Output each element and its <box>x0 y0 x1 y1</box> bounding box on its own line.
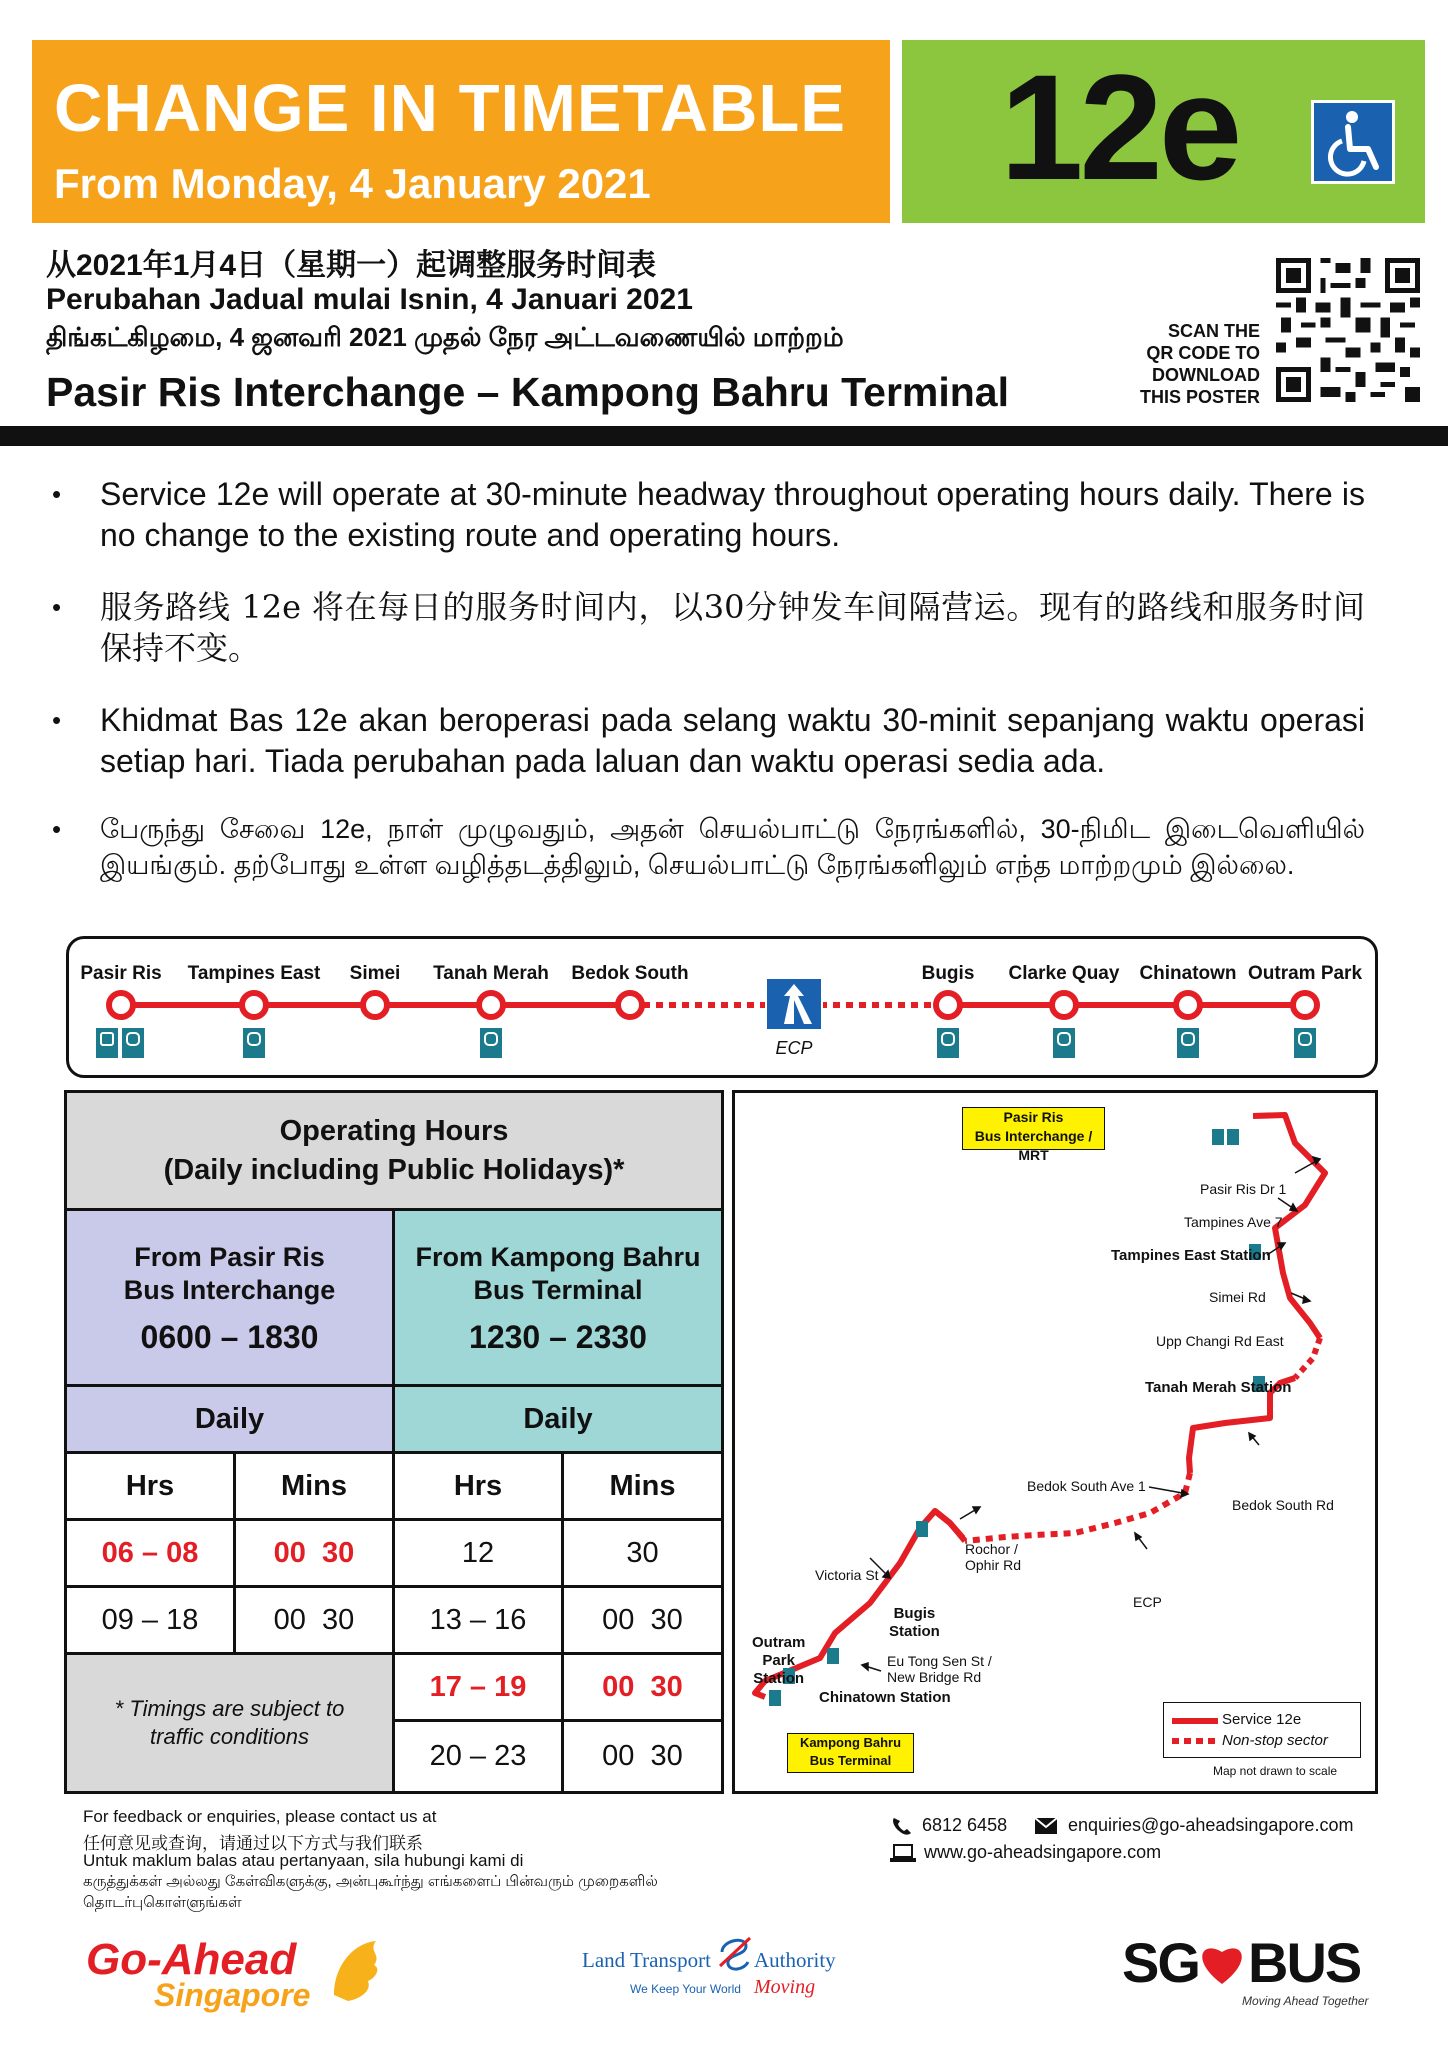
map-road-label: Bedok South Ave 1 <box>1027 1478 1146 1494</box>
map-road-label-line: Eu Tong Sen St / <box>887 1653 992 1669</box>
map-legend <box>1163 1702 1361 1758</box>
direction-1-from: Bus Interchange <box>123 1275 336 1305</box>
dir1-row-hrs: 09 – 18 <box>64 1585 236 1655</box>
phone-icon <box>890 1815 914 1837</box>
bullet-malay: Khidmat Bas 12e akan beroperasi pada selang waktu 30-minit sepanjang waktu operasi setiap hari. Tiada perubahan pada laluan dan waktu operasi sedia ada. <box>100 702 1365 779</box>
col-hrs: Hrs <box>392 1451 564 1521</box>
strip-stop-tampines-east: Tampines East <box>187 963 321 984</box>
col-mins: Mins <box>561 1451 724 1521</box>
map-road-label: Upp Changi Rd East <box>1156 1333 1284 1349</box>
dir2-row-mins: 30 <box>561 1518 724 1588</box>
page-title: CHANGE IN TIMETABLE <box>54 71 846 146</box>
feedback-chinese: 任何意见或查询，请通过以下方式与我们联系 <box>83 1834 423 1853</box>
bullet-english: Service 12e will operate at 30-minute headway throughout operating hours daily. There is no change to the existing route and operating hours. <box>100 476 1365 553</box>
map-station-label-line: Outram <box>752 1634 806 1651</box>
strip-ecp-label: ECP <box>775 1038 813 1058</box>
map-station-label-line: Park <box>762 1652 795 1669</box>
route-map-lines <box>735 1093 1375 1791</box>
dir2-row-hrs: 12 <box>392 1518 564 1588</box>
timing-note-line: traffic conditions <box>150 1724 309 1749</box>
dir2-row-hrs: 20 – 23 <box>392 1719 564 1794</box>
strip-stop-tanah-merah: Tanah Merah <box>433 963 549 984</box>
legend-nonstop: Non-stop sector <box>1222 1732 1328 1749</box>
lta-swoosh-icon <box>718 1932 752 1972</box>
title-tamil: திங்கட்கிழமை, 4 ஜனவரி 2021 முதல் நேர அட்டவணையில் மாற்றம் <box>46 322 844 352</box>
dir2-row-mins: 00 30 <box>561 1719 724 1794</box>
direction-2-from: From Kampong Bahru <box>415 1242 701 1272</box>
direction-2-hours: 1230 – 2330 <box>469 1319 647 1355</box>
feedback-malay: Untuk maklum balas atau pertanyaan, sila hubungi kami di <box>83 1851 524 1870</box>
feedback-tamil: கருத்துக்கள் அல்லது கேள்விகளுக்கு, அன்புகூர்ந்து எங்களைப் பின்வரும் முறைகளில் <box>83 1873 658 1890</box>
logo-text: We Keep Your World <box>630 1982 741 1996</box>
col-mins: Mins <box>233 1451 395 1521</box>
map-road-label-line: New Bridge Rd <box>887 1669 982 1685</box>
mrt-icon <box>243 1028 265 1058</box>
dir2-row-hrs: 13 – 16 <box>392 1585 564 1655</box>
contact-website[interactable]: www.go-aheadsingapore.com <box>924 1842 1162 1862</box>
map-station-label <box>889 1605 940 1641</box>
feedback-english: For feedback or enquiries, please contact us at <box>83 1807 437 1826</box>
map-station-label-line: Station <box>753 1670 805 1687</box>
service-number: 12e <box>1000 43 1239 211</box>
dir1-row-hrs: 06 – 08 <box>64 1518 236 1588</box>
contact-email[interactable]: enquiries@go-aheadsingapore.com <box>1068 1815 1354 1835</box>
qr-label-line: QR CODE TO <box>1146 343 1260 363</box>
route-title: Pasir Ris Interchange – Kampong Bahru Terminal <box>46 369 1009 415</box>
strip-stop-simei: Simei <box>349 963 401 984</box>
email-icon <box>1034 1817 1058 1835</box>
dir2-row-mins: 00 30 <box>561 1652 724 1722</box>
bullet-chinese: 服务路线 12e 将在每日的服务时间内，以30分钟发车间隔营运。现有的路线和服务时间保持不变。 <box>100 588 1365 667</box>
map-road-label: Simei Rd <box>1209 1289 1266 1305</box>
timetable-title <box>64 1090 724 1211</box>
strip-stop-clarke-quay: Clarke Quay <box>1008 963 1120 984</box>
map-road-label-line: Rochor / <box>965 1541 1018 1557</box>
route-map <box>732 1090 1378 1794</box>
map-road-label: Tampines Ave 7 <box>1184 1214 1283 1230</box>
direction-2-header <box>392 1208 724 1387</box>
col-hrs: Hrs <box>64 1451 236 1521</box>
dir1-row-mins: 00 30 <box>233 1585 395 1655</box>
logo-text: Authority <box>754 1948 836 1972</box>
map-station-label-line: Bugis <box>893 1605 936 1622</box>
timing-note <box>64 1652 395 1794</box>
legend-service: Service 12e <box>1222 1711 1302 1728</box>
map-station-label: Chinatown Station <box>819 1689 951 1706</box>
strip-stop-pasir-ris: Pasir Ris <box>80 963 162 984</box>
mrt-icon <box>1177 1028 1199 1058</box>
map-road-label-line: Ophir Rd <box>965 1557 1022 1573</box>
title-malay: Perubahan Jadual mulai Isnin, 4 Januari 2021 <box>46 283 693 316</box>
strip-stop-chinatown: Chinatown <box>1139 963 1237 984</box>
laptop-icon <box>890 1844 916 1864</box>
qr-label-line: THIS POSTER <box>1139 387 1260 407</box>
direction-1-daily: Daily <box>64 1384 395 1454</box>
map-road-label: Victoria St <box>815 1567 879 1583</box>
map-station-label: Tanah Merah Station <box>1145 1379 1292 1396</box>
bullet-dot: • <box>52 479 62 509</box>
bullet-dot: • <box>52 705 62 735</box>
direction-1-hours: 0600 – 1830 <box>140 1319 319 1355</box>
map-terminal-end-line: Kampong Bahru <box>799 1735 902 1750</box>
lta-logo <box>578 1930 848 2010</box>
direction-2-from: Bus Terminal <box>473 1275 643 1305</box>
logo-text: Moving Ahead Together <box>1242 1994 1369 2008</box>
effective-date: From Monday, 4 January 2021 <box>54 160 651 207</box>
qr-label-line: SCAN THE <box>1167 321 1260 341</box>
direction-1-header <box>64 1208 395 1387</box>
go-ahead-logo <box>86 1935 386 2020</box>
logo-text: Moving <box>754 1976 816 1998</box>
direction-2-daily: Daily <box>392 1384 724 1454</box>
lion-icon <box>324 1935 386 2007</box>
map-terminal-start-line: Pasir Ris <box>1003 1109 1064 1125</box>
logo-text: Go-Ahead <box>86 1935 297 1984</box>
legend-swatches <box>1170 1711 1220 1751</box>
title-chinese: 从2021年1月4日（星期一）起调整服务时间表 <box>46 249 657 282</box>
bullet-tamil: பேருந்து சேவை 12e, நாள் முழுவதும், அதன் செயல்பாட்டு நேரங்களில், 30-நிமிட இடைவெளியில் இயங்கும். தற்போது உள்ள வழித்தடத்திலும், செயல்பாட்டு நேரங்களிலும் எந்த மாற்றமும் இல்லை. <box>100 814 1365 880</box>
logo-text: Singapore <box>154 1977 311 2013</box>
strip-stop-outram-park: Outram Park <box>1247 963 1363 984</box>
logo-text: SG <box>1122 1931 1199 1994</box>
timetable-title-line: Operating Hours <box>279 1114 509 1147</box>
timetable-title-line: (Daily including Public Holidays)* <box>163 1153 625 1186</box>
map-road-label: ECP <box>1133 1594 1162 1610</box>
map-scale-note: Map not drawn to scale <box>1213 1764 1338 1778</box>
timetable <box>64 1090 724 1794</box>
feedback-tamil: தொடர்புகொள்ளுங்கள் <box>83 1894 242 1911</box>
map-station-label <box>752 1634 805 1688</box>
map-road-label: Pasir Ris Dr 1 <box>1200 1181 1287 1197</box>
map-station-label-line: Station <box>889 1623 940 1640</box>
dir2-row-hrs: 17 – 19 <box>392 1652 564 1722</box>
dir1-row-mins: 00 30 <box>233 1518 395 1588</box>
bullet-dot: • <box>52 592 62 622</box>
map-road-label <box>887 1653 992 1685</box>
direction-1-from: From Pasir Ris <box>134 1242 325 1272</box>
mrt-icon <box>1053 1028 1075 1058</box>
bullet-dot: • <box>52 814 62 844</box>
logo-text: Land Transport <box>582 1948 711 1972</box>
mrt-icon <box>1294 1028 1316 1058</box>
strip-stop-bugis: Bugis <box>921 963 975 984</box>
sgbus-logo <box>1122 1930 1372 2010</box>
map-terminal-start <box>962 1107 1105 1163</box>
map-terminal-start-line: Bus Interchange / MRT <box>974 1128 1093 1163</box>
strip-stop-bedok-south: Bedok South <box>571 963 689 984</box>
mrt-icon <box>937 1028 959 1058</box>
heart-icon <box>1196 1938 1248 1988</box>
logo-text: BUS <box>1248 1931 1361 1994</box>
bus-mrt-icon <box>96 1028 146 1058</box>
contact-phone[interactable]: 6812 6458 <box>922 1815 1008 1835</box>
dir2-row-mins: 00 30 <box>561 1585 724 1655</box>
timing-note-line: * Timings are subject to <box>114 1696 345 1721</box>
map-road-label: Bedok South Rd <box>1232 1497 1334 1513</box>
map-terminal-end <box>787 1733 914 1773</box>
mrt-icon <box>480 1028 502 1058</box>
map-station-label: Tampines East Station <box>1111 1247 1271 1264</box>
qr-label-line: DOWNLOAD <box>1152 365 1260 385</box>
map-terminal-end-line: Bus Terminal <box>809 1753 892 1768</box>
map-road-label <box>965 1541 1021 1573</box>
